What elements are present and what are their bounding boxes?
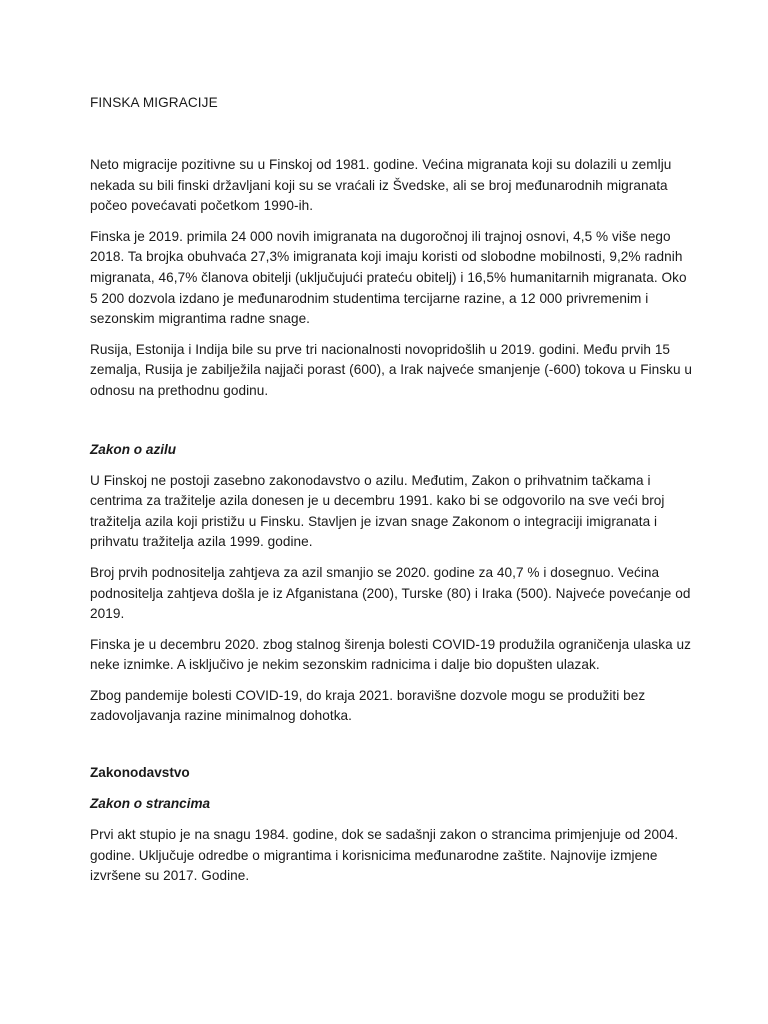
foreigners-heading: Zakon o strancima bbox=[90, 796, 211, 812]
legislation-heading: Zakonodavstvo bbox=[90, 765, 190, 781]
document-title: FINSKA MIGRACIJE bbox=[90, 95, 218, 110]
intro-paragraph-3: Rusija, Estonija i Indija bile su prve tri nacionalnosti novopridošlih u 2019. godini. Među prvih 15 zemalja, Rusija je zabilježila najjači porast (600), a Irak najveće smanjenje (-600) tokova u Finsku u odnosu na prethodnu godinu. bbox=[90, 341, 692, 398]
section-spacer bbox=[90, 737, 698, 763]
asylum-heading: Zakon o azilu bbox=[90, 441, 177, 457]
asylum-paragraph-1: U Finskoj ne postoji zasebno zakonodavstvo o azilu. Međutim, Zakon o prihvatnim tačkama i centrima za tražitelje azila donesen je u decembru 1991. kako bi se odgovorilo na sve veći broj tražitelja azila koji pristižu u Finsku. Stavljen je izvan snage Zakonom o integraciji imigranata i prihvatu tražitelja azila 1999. godine. bbox=[90, 472, 665, 550]
foreigners-paragraph-1: Prvi akt stupio je na snagu 1984. godine, dok se sadašnji zakon o strancima primjenjuje od 2004. godine. Uključuje odredbe o migrantima i korisnicima međunarodne zaštite. Najnovije izmjene izvršene su 2017. Godine. bbox=[90, 827, 679, 884]
intro-paragraph-2: Finska je 2019. primila 24 000 novih imigranata na dugoročnoj ili trajnoj osnovi, 4,5 % više nego 2018. Ta brojka obuhvaća 27,3% imigranata koji imaju koristi od slobodne mobilnosti, 9,2% radnih migranata, 46,7% članova obitelji (uključujući prateću obitelj) i 16,5% humanitarnih migranata. Oko 5 200 dozvola izdano je međunarodnim studentima tercijarne razine, a 12 000 privremenim i sezonskim migrantima radne snage. bbox=[90, 228, 687, 327]
intro-paragraph-1: Neto migracije pozitivne su u Finskoj od 1981. godine. Većina migranata koji su dolazili u zemlju nekada su bili finski državljani koji su se vraćali iz Švedske, ali se broj međunarodnih migranata počeo povećavati početkom 1990-ih. bbox=[90, 157, 672, 214]
asylum-paragraph-4: Zbog pandemije bolesti COVID-19, do kraja 2021. boravišne dozvole mogu se produžiti bez zadovoljavanja razine minimalnog dohotka. bbox=[90, 687, 646, 724]
asylum-paragraph-3: Finska je u decembru 2020. zbog stalnog širenja bolesti COVID-19 produžila ograničenja ulaska uz neke iznimke. A isključivo je nekim sezonskim radnicima i dalje bio dopušten ulazak. bbox=[90, 636, 691, 673]
section-spacer bbox=[90, 412, 698, 440]
asylum-paragraph-2: Broj prvih podnositelja zahtjeva za azil smanjio se 2020. godine za 40,7 % i dosegnuo. Većina podnositelja zahtjeva došla je iz Afganistana (200), Turske (80) i Iraka (500). Najveće povećanje od 2019. bbox=[90, 564, 691, 622]
